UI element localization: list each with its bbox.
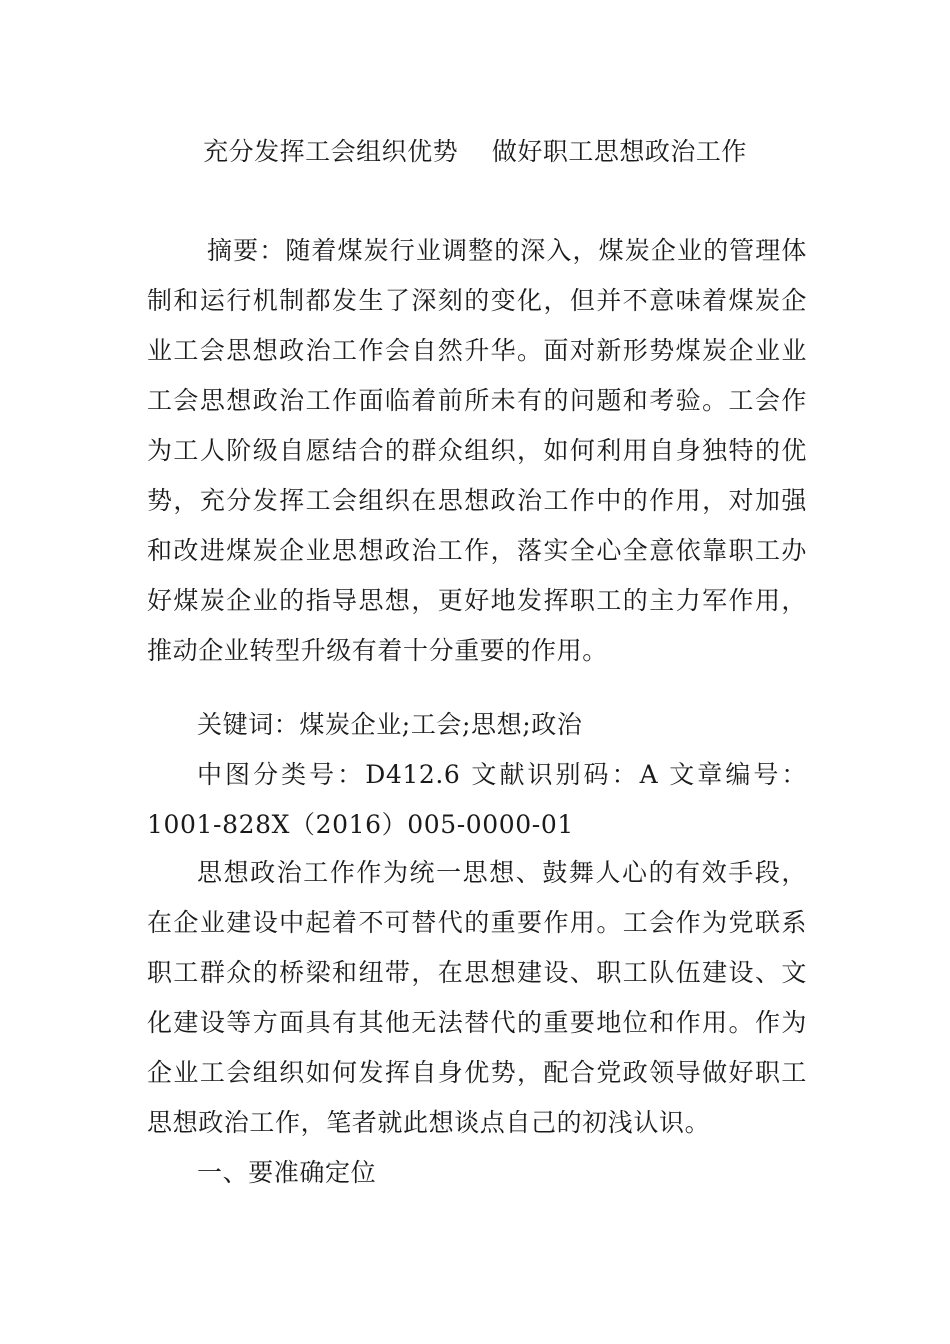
abstract-text: 摘要：随着煤炭行业调整的深入，煤炭企业的管理体制和运行机制都发生了深刻的变化，但并不意味着煤炭企业工会思想政治工作会自然升华。面对新形势煤炭企业业工会思想政治工作面临着前所未有的问题和考验。工会作为工人阶级自愿结合的群众组织，如何利用自身独特的优势，充分发挥工会组织在思想政治工作中的作用，对加强和改进煤炭企业思想政治工作，落实全心全意依靠职工办好煤炭企业的指导思想，更好地发挥职工的主力军作用，推动企业转型升级有着十分重要的作用。: [147, 236, 807, 665]
body-paragraph: 思想政治工作作为统一思想、鼓舞人心的有效手段，在企业建设中起着不可替代的重要作用。工会作为党联系职工群众的桥梁和纽带，在思想建设、职工队伍建设、文化建设等方面具有其他无法替代的重要地位和作用。作为企业工会组织如何发挥自身优势，配合党政领导做好职工思想政治工作，笔者就此想谈点自己的初浅认识。: [147, 858, 807, 1137]
main-text-section: [147, 848, 807, 1198]
section-heading: 一、要准确定位: [197, 1158, 377, 1187]
classification-line: 中图分类号：D412.6 文献识别码：A 文章编号：1001-828X（2016）005-0000-01: [147, 760, 807, 839]
abstract-section: [147, 226, 807, 676]
document-title: 充分发挥工会组织优势 做好职工思想政治工作: [203, 137, 747, 166]
metadata-section: [147, 700, 807, 850]
keywords-line: 关键词：煤炭企业;工会;思想;政治: [197, 710, 583, 739]
